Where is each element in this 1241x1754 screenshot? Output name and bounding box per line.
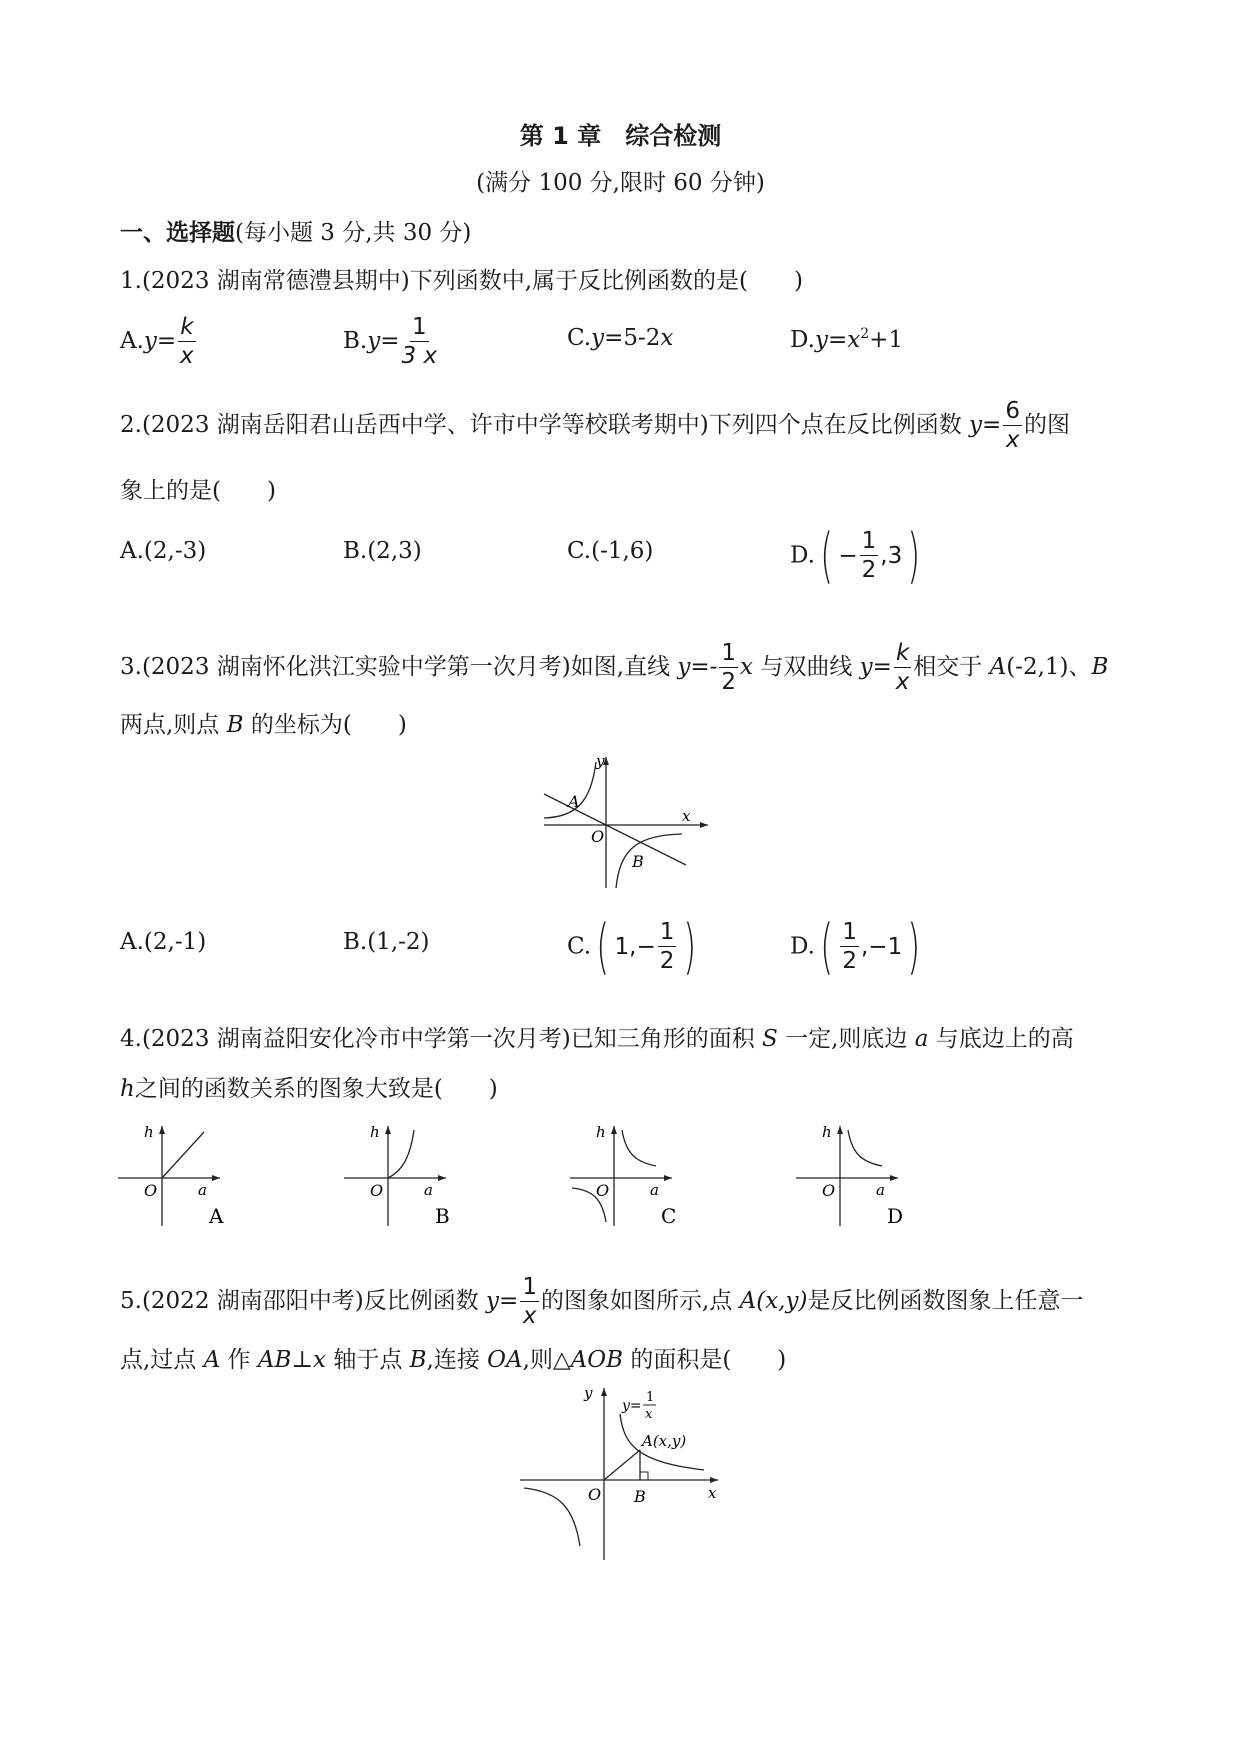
- q2-option-a: A.(2,-3): [120, 538, 207, 564]
- q2-option-b: B.(2,3): [343, 538, 422, 564]
- q2-option-d: D. ( − $\frac{1}{2}$ ,3 ): [790, 521, 921, 591]
- origin-label: O: [591, 827, 605, 846]
- svg-text:O: O: [144, 1181, 158, 1200]
- line-graph: [544, 794, 686, 865]
- q3-option-c: C. ( 1 , − $\frac{1}{2}$ ): [567, 912, 697, 982]
- y-axis-arrow: [601, 1388, 607, 1396]
- question-4-stem: 4.(2023 湖南益阳安化冷市中学第一次月考)已知三角形的面积 S 一定,则底边 a 与底边上的高: [120, 1026, 1074, 1052]
- svg-text:a: a: [650, 1181, 659, 1199]
- question-2-stem: 2.(2023 湖南岳阳君山岳西中学、许市中学等校联考期中)下列四个点在反比例函数 y= $\frac{6}{x}$ 的图: [120, 398, 1070, 453]
- y-axis-label: y: [596, 752, 605, 770]
- hyperbola-branch-4: [616, 834, 682, 888]
- function-label: y=: [622, 1398, 642, 1414]
- q3-figure: [536, 752, 716, 892]
- graph-label: A: [209, 1204, 224, 1228]
- svg-text:O: O: [596, 1181, 610, 1200]
- svg-text:h: h: [370, 1123, 380, 1141]
- q4-graph-a: [114, 1116, 244, 1228]
- x-axis-arrow: [710, 1477, 718, 1483]
- origin-label: O: [588, 1485, 602, 1504]
- q1-option-a: A.y= $\frac{k}{x}$: [120, 314, 194, 369]
- svg-text:a: a: [424, 1181, 433, 1199]
- segment-oa: [604, 1450, 640, 1480]
- point-b-label: B: [634, 1487, 646, 1506]
- question-4-stem-line2: h之间的函数关系的图象大致是( ): [120, 1076, 498, 1102]
- q1-option-c: C.y=5-2x: [567, 325, 674, 351]
- svg-text:O: O: [822, 1181, 836, 1200]
- question-2-stem-line2: 象上的是( ): [120, 478, 276, 504]
- q4-graph-b: [340, 1116, 470, 1228]
- question-3-stem-line2: 两点,则点 B 的坐标为( ): [120, 712, 407, 738]
- q3-option-d: D. ( $\frac{1}{2}$ ,−1 ): [790, 912, 921, 982]
- right-angle-mark: [640, 1472, 648, 1480]
- graph-label: B: [435, 1204, 450, 1228]
- svg-text:h: h: [596, 1123, 606, 1141]
- graph-line: [162, 1132, 204, 1178]
- q2-option-c: C.(-1,6): [567, 538, 654, 564]
- function-label-numerator: 1: [646, 1390, 655, 1405]
- question-1-stem: 1.(2023 湖南常德澧县期中)下列函数中,属于反比例函数的是( ): [120, 268, 803, 294]
- question-3-stem: 3.(2023 湖南怀化洪江实验中学第一次月考)如图,直线 y=- $\frac{1}{2}$ x 与双曲线 y= $\frac{k}{x}$ 相交于 A(-2,1)、B: [120, 640, 1109, 695]
- q3-option-a: A.(2,-1): [120, 929, 207, 955]
- q4-graph-c: [566, 1116, 696, 1228]
- svg-text:h: h: [144, 1123, 154, 1141]
- hyperbola-branch-3: [524, 1488, 580, 1546]
- q4-graph-d: [792, 1116, 922, 1228]
- graph-curve: [388, 1130, 414, 1178]
- svg-text:O: O: [370, 1181, 384, 1200]
- q1-option-d: $D.y=x^2+1$: [790, 326, 904, 353]
- q3-option-b: B.(1,-2): [343, 929, 430, 955]
- x-axis-label: x: [682, 807, 691, 825]
- section-heading: [120, 222, 471, 245]
- q5-figure: [514, 1384, 724, 1564]
- y-axis-label: y: [584, 1384, 593, 1402]
- q1-option-b: B.y= $\frac{1}{3 x}$: [343, 314, 438, 369]
- question-5-stem-line2: 点,过点 A 作 AB⊥x 轴于点 B,连接 OA,则△AOB 的面积是( ): [120, 1347, 787, 1373]
- point-b-label: B: [632, 852, 644, 871]
- graph-label: D: [887, 1204, 904, 1228]
- graph-label: C: [661, 1204, 677, 1228]
- x-axis-label: x: [708, 1484, 717, 1502]
- function-label-denominator: x: [645, 1407, 653, 1422]
- branch-q1: [848, 1130, 882, 1166]
- question-5-stem: 5.(2022 湖南邵阳中考)反比例函数 y= $\frac{1}{x}$ 的图象如图所示,点 A(x,y)是反比例函数图象上任意一: [120, 1274, 1084, 1329]
- section-note: (每小题 3 分,共 30 分): [235, 220, 472, 246]
- branch-q1: [622, 1130, 656, 1166]
- page-subtitle: (满分 100 分,限时 60 分钟): [476, 170, 765, 196]
- x-axis-arrow: [700, 822, 708, 828]
- svg-text:a: a: [876, 1181, 885, 1199]
- point-a-label: A(x,y): [642, 1432, 687, 1450]
- section-title: 一、选择题: [120, 220, 235, 246]
- svg-text:a: a: [198, 1181, 207, 1199]
- point-a-label: A: [568, 792, 580, 811]
- page-title: 第 1 章 综合检测: [519, 122, 722, 150]
- svg-text:h: h: [822, 1123, 832, 1141]
